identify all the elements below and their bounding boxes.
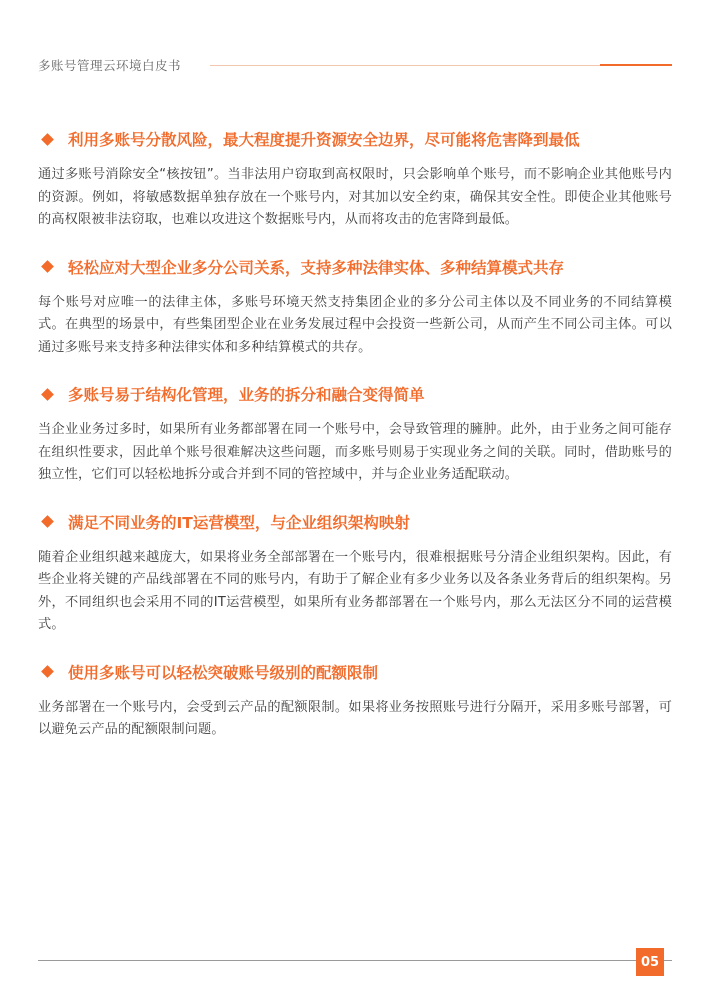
- section-legal-entities: [38, 256, 672, 360]
- diamond-bullet-icon: [41, 133, 54, 146]
- section-heading: [38, 383, 672, 405]
- diamond-bullet-icon: [41, 388, 54, 401]
- section-quota-limits: [38, 661, 672, 742]
- section-heading: [38, 256, 672, 278]
- section-risk-isolation: [38, 128, 672, 232]
- header-accent-bar: [600, 64, 672, 66]
- section-heading-text: 多账号易于结构化管理，业务的拆分和融合变得简单: [68, 386, 425, 404]
- section-heading-text: 轻松应对大型企业多分公司关系，支持多种法律实体、多种结算模式共存: [68, 258, 565, 277]
- section-heading: [38, 661, 672, 683]
- section-it-operation-model: [38, 511, 672, 637]
- main-content: [38, 128, 672, 766]
- section-heading-text: 满足不同业务的IT运营模型，与企业组织架构映射: [68, 513, 410, 532]
- section-heading-text: 使用多账号可以轻松突破账号级别的配额限制: [68, 663, 379, 682]
- diamond-bullet-icon: [41, 260, 54, 273]
- section-body: 通过多账号消除安全“核按钮”。当非法用户窃取到高权限时，只会影响单个账号，而不影响企业其他账号内的资源。例如，将敏感数据单独存放在一个账号内，对其加以安全约束，确保其安全性。即使企业其他账号的高权限被非法窃取，也难以攻进这个数据账号内，从而将攻击的危害降到最低。: [38, 167, 672, 227]
- section-body: 当企业业务过多时，如果所有业务都部署在同一个账号中，会导致管理的臃肿。此外，由于业务之间可能存在组织性要求，因此单个账号很难解决这些问题，而多账号则易于实现业务之间的关联。同时，借助账号的独立性，它们可以轻松地拆分或合并到不同的管控域中，并与企业业务适配联动。: [38, 422, 672, 482]
- section-structured-management: [38, 383, 672, 487]
- document-title: 多账号管理云环境白皮书: [38, 58, 182, 73]
- page-number-badge: 05: [636, 948, 664, 976]
- diamond-bullet-icon: [41, 515, 54, 528]
- section-heading: [38, 128, 672, 150]
- section-heading: [38, 511, 672, 533]
- section-body: 随着企业组织越来越庞大，如果将业务全部部署在一个账号内，很难根据账号分清企业组织架构。因此，有些企业将关键的产品线部署在不同的账号内，有助于了解企业有多少业务以及各条业务背后的组织架构。另外，不同组织也会采用不同的IT运营模型，如果所有业务都部署在一个账号内，那么无法区分不同的运营模式。: [38, 549, 672, 632]
- footer-divider: [38, 960, 636, 961]
- section-body: 每个账号对应唯一的法律主体，多账号环境天然支持集团企业的多分公司主体以及不同业务的不同结算模式。在典型的场景中，有些集团型企业在业务发展过程中会投资一些新公司，从而产生不同公司主体。可以通过多账号来支持多种法律实体和多种结算模式的共存。: [38, 294, 672, 355]
- footer-divider-right: [664, 960, 672, 961]
- section-body: 业务部署在一个账号内，会受到云产品的配额限制。如果将业务按照账号进行分隔开，采用多账号部署，可以避免云产品的配额限制问题。: [38, 699, 672, 737]
- diamond-bullet-icon: [41, 665, 54, 678]
- section-heading-text: 利用多账号分散风险，最大程度提升资源安全边界，尽可能将危害降到最低: [68, 131, 580, 149]
- header-divider: [210, 65, 600, 66]
